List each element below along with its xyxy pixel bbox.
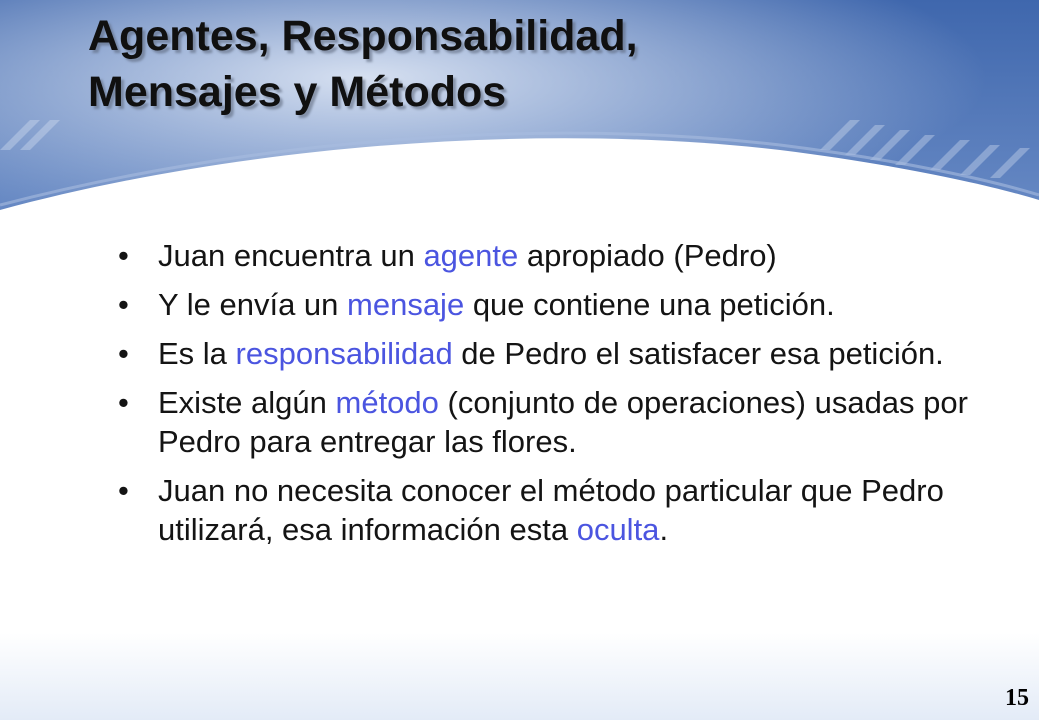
title-line-1: Agentes, Responsabilidad, bbox=[88, 12, 638, 60]
bullet-text: que contiene una petición. bbox=[464, 287, 835, 322]
title-line-2: Mensajes y Métodos bbox=[88, 68, 507, 116]
bullet-text: de Pedro el satisfacer esa petición. bbox=[452, 336, 944, 371]
bullet-text: (conjunto de operaciones) usadas por Pedro para entregar las flores. bbox=[158, 385, 968, 459]
bullet-text: Juan encuentra un bbox=[158, 238, 424, 273]
bullet-dot: • bbox=[118, 336, 129, 371]
bullet-item bbox=[118, 334, 998, 373]
bullet-text: Es la bbox=[158, 336, 236, 371]
bullet-dot: • bbox=[118, 287, 129, 322]
bullet-list bbox=[118, 236, 998, 559]
bullet-text: apropiado (Pedro) bbox=[518, 238, 777, 273]
slide-title bbox=[88, 8, 988, 120]
bullet-text: Existe algún bbox=[158, 385, 336, 420]
page-number: 15 bbox=[1005, 685, 1029, 711]
bullet-item bbox=[118, 383, 998, 461]
highlight-term: método bbox=[335, 385, 439, 420]
highlight-term: responsabilidad bbox=[235, 336, 453, 371]
bullet-item bbox=[118, 471, 998, 549]
bullet-text: . bbox=[659, 512, 669, 547]
bullet-text: Juan no necesita conocer el método particular que Pedro utilizará, esa información esta bbox=[158, 473, 944, 547]
highlight-term: mensaje bbox=[347, 287, 465, 322]
bullet-dot: • bbox=[118, 238, 129, 273]
bullet-item bbox=[118, 285, 998, 324]
bullet-text: Y le envía un bbox=[158, 287, 348, 322]
bullet-item bbox=[118, 236, 998, 275]
bullet-dot: • bbox=[118, 385, 129, 420]
highlight-term: oculta bbox=[576, 512, 660, 547]
bullet-dot: • bbox=[118, 473, 129, 508]
highlight-term: agente bbox=[423, 238, 519, 273]
